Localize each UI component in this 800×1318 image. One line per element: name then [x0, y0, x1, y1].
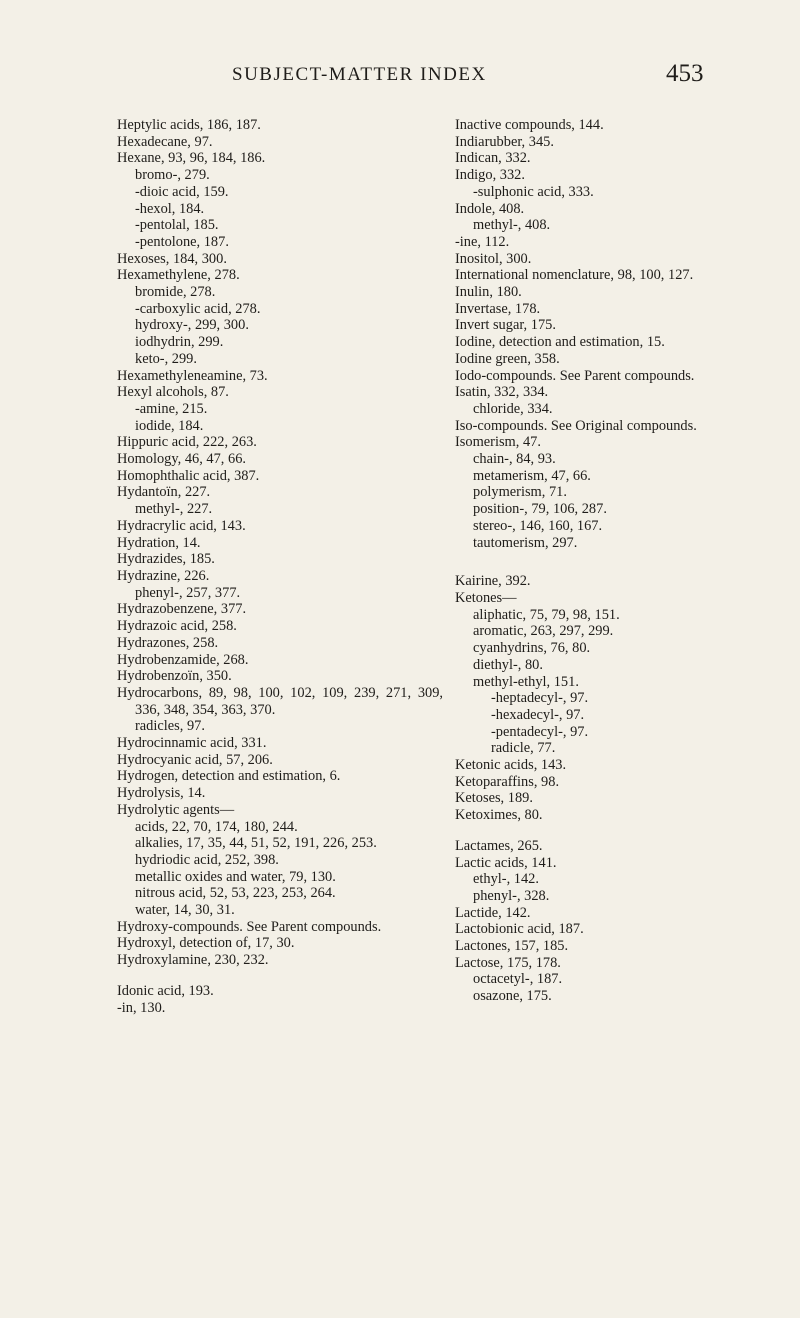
- index-entry: Hexyl alcohols, 87.: [117, 384, 229, 401]
- index-entry: Ketoparaffins, 98.: [455, 773, 560, 790]
- index-entry: Invertase, 178.: [455, 300, 541, 317]
- index-entry: Ketonic acids, 143.: [455, 757, 567, 774]
- index-subentry: osazone, 175.: [473, 988, 552, 1005]
- index-entry: Lactones, 157, 185.: [455, 938, 569, 955]
- index-subentry: octacetyl-, 187.: [473, 971, 563, 988]
- index-subentry: -pentolal, 185.: [135, 217, 219, 234]
- index-subentry: -pentolone, 187.: [135, 233, 229, 250]
- index-subentry: tautomerism, 297.: [473, 534, 578, 551]
- index-subentry: keto-, 299.: [135, 350, 197, 367]
- index-entry: Idonic acid, 193.: [117, 982, 214, 999]
- index-subentry: -pentadecyl-, 97.: [491, 723, 589, 740]
- index-subentry: -heptadecyl-, 97.: [491, 690, 589, 707]
- index-subentry: hydroxy-, 299, 300.: [135, 317, 249, 334]
- index-entry: Hydrocyanic acid, 57, 206.: [117, 751, 273, 768]
- index-entry: Hydroxyl, detection of, 17, 30.: [117, 935, 295, 952]
- index-entry: Inulin, 180.: [455, 284, 522, 301]
- page-number: 453: [666, 60, 704, 87]
- index-subentry: nitrous acid, 52, 53, 223, 253, 264.: [135, 885, 336, 902]
- index-subentry: ethyl-, 142.: [473, 871, 539, 888]
- index-entry: Isatin, 332, 334.: [455, 384, 549, 401]
- index-entry: Hydroxy-compounds. See Parent compounds.: [117, 918, 382, 935]
- index-subentry: polymerism, 71.: [473, 484, 567, 501]
- index-entry: Kairine, 392.: [455, 573, 531, 590]
- index-entry: Lactobionic acid, 187.: [455, 921, 584, 938]
- index-entry: Hydrogen, detection and estimation, 6.: [117, 768, 341, 785]
- running-head: [0, 60, 800, 90]
- index-subentry: radicles, 97.: [135, 718, 205, 735]
- index-entry: Hydrolysis, 14.: [117, 785, 206, 802]
- index-entry: Hexamethylene, 278.: [117, 267, 240, 284]
- index-subentry: water, 14, 30, 31.: [135, 902, 235, 919]
- index-entry: Inactive compounds, 144.: [455, 117, 604, 133]
- index-entry: Hydracrylic acid, 143.: [117, 517, 246, 534]
- index-entry: Hydrazobenzene, 377.: [117, 601, 247, 618]
- index-subentry: -carboxylic acid, 278.: [135, 300, 261, 317]
- running-head-title: SUBJECT-MATTER INDEX: [232, 64, 487, 85]
- index-entry: Iso-compounds. See Original compounds.: [455, 417, 697, 434]
- index-entry: Inositol, 300.: [455, 250, 532, 267]
- index-subentry: phenyl-, 328.: [473, 887, 550, 904]
- index-subentry: -amine, 215.: [135, 400, 208, 417]
- index-entry: Ketones—: [455, 589, 517, 606]
- index-entry: Hydrolytic agents—: [117, 801, 235, 818]
- index-subentry: -dioic acid, 159.: [135, 183, 229, 200]
- index-entry: Homophthalic acid, 387.: [117, 467, 260, 484]
- index-column-right: [455, 117, 781, 1005]
- index-subentry: -hexol, 184.: [135, 200, 205, 217]
- index-entry: Isomerism, 47.: [455, 434, 541, 451]
- index-entry: Hydantoïn, 227.: [117, 484, 211, 501]
- index-entry: Ketoses, 189.: [455, 790, 533, 807]
- index-subentry: phenyl-, 257, 377.: [135, 584, 241, 601]
- index-entry: Lactose, 175, 178.: [455, 954, 561, 971]
- index-entry: Indigo, 332.: [455, 167, 525, 184]
- index-entry: Homology, 46, 47, 66.: [117, 451, 246, 468]
- index-entry: Iodine green, 358.: [455, 350, 560, 367]
- index-entry: Indican, 332.: [455, 150, 531, 167]
- index-subentry: alkalies, 17, 35, 44, 51, 52, 191, 226, 253.: [135, 835, 377, 852]
- index-subentry: cyanhydrins, 76, 80.: [473, 640, 591, 657]
- index-entry: Iodine, detection and estimation, 15.: [455, 334, 665, 351]
- index-entry: Lactames, 265.: [455, 837, 543, 854]
- index-subentry: bromo-, 279.: [135, 167, 210, 184]
- index-subentry: metamerism, 47, 66.: [473, 467, 591, 484]
- index-subentry: acids, 22, 70, 174, 180, 244.: [135, 818, 298, 835]
- index-entry: International nomenclature, 98, 100, 127.: [455, 267, 694, 284]
- index-subentry: iodide, 184.: [135, 417, 204, 434]
- index-entry: Lactic acids, 141.: [455, 854, 557, 871]
- index-subentry: stereo-, 146, 160, 167.: [473, 517, 603, 534]
- index-entry: Hydrazoic acid, 258.: [117, 618, 237, 635]
- index-entry: Iodo-compounds. See Parent compounds.: [455, 367, 695, 384]
- index-entry: Indiarubber, 345.: [455, 133, 554, 150]
- index-subentry: iodhydrin, 299.: [135, 334, 224, 351]
- index-entry: Invert sugar, 175.: [455, 317, 556, 334]
- index-subentry: diethyl-, 80.: [473, 656, 543, 673]
- index-entry: Hydrazine, 226.: [117, 567, 210, 584]
- index-subentry: hydriodic acid, 252, 398.: [135, 851, 279, 868]
- index-subentry: bromide, 278.: [135, 284, 216, 301]
- index-entry: Hydrobenzoïn, 350.: [117, 668, 232, 685]
- index-subentry: -hexadecyl-, 97.: [491, 706, 585, 723]
- index-entry: Hydrazides, 185.: [117, 551, 215, 568]
- index-entry: Heptylic acids, 186, 187.: [117, 117, 261, 133]
- index-entry: -ine, 112.: [455, 233, 510, 250]
- index-entry: Lactide, 142.: [455, 904, 531, 921]
- index-subentry: chloride, 334.: [473, 400, 553, 417]
- index-subentry: methyl-ethyl, 151.: [473, 673, 579, 690]
- index-entry: Hippuric acid, 222, 263.: [117, 434, 257, 451]
- index-subentry: aromatic, 263, 297, 299.: [473, 623, 614, 640]
- index-entry: Hexane, 93, 96, 184, 186.: [117, 150, 266, 167]
- index-entry: Hydrobenzamide, 268.: [117, 651, 249, 668]
- index-subentry: methyl-, 408.: [473, 217, 551, 234]
- index-entry: Ketoximes, 80.: [455, 807, 543, 824]
- index-subentry: metallic oxides and water, 79, 130.: [135, 868, 336, 885]
- index-entry: Hexoses, 184, 300.: [117, 250, 227, 267]
- index-entry: Hydroxylamine, 230, 232.: [117, 952, 269, 969]
- index-subentry: methyl-, 227.: [135, 501, 213, 518]
- index-subentry: aliphatic, 75, 79, 98, 151.: [473, 606, 620, 623]
- index-entry: Hydrocinnamic acid, 331.: [117, 735, 267, 752]
- index-subentry: radicle, 77.: [491, 740, 556, 757]
- index-entry: Hydrocarbons, 89, 98, 100, 102, 109, 239, 271, 309, 336, 348, 354, 363, 370.: [117, 684, 443, 718]
- index-entry: Hydrazones, 258.: [117, 634, 219, 651]
- index-entry: Hydration, 14.: [117, 534, 201, 551]
- index-subentry: -sulphonic acid, 333.: [473, 183, 594, 200]
- index-entry: -in, 130.: [117, 999, 166, 1016]
- index-column-left: [117, 117, 443, 1016]
- index-subentry: chain-, 84, 93.: [473, 451, 556, 468]
- index-entry: Indole, 408.: [455, 200, 525, 217]
- index-subentry: position-, 79, 106, 287.: [473, 501, 607, 518]
- index-entry: Hexamethyleneamine, 73.: [117, 367, 268, 384]
- index-entry: Hexadecane, 97.: [117, 133, 213, 150]
